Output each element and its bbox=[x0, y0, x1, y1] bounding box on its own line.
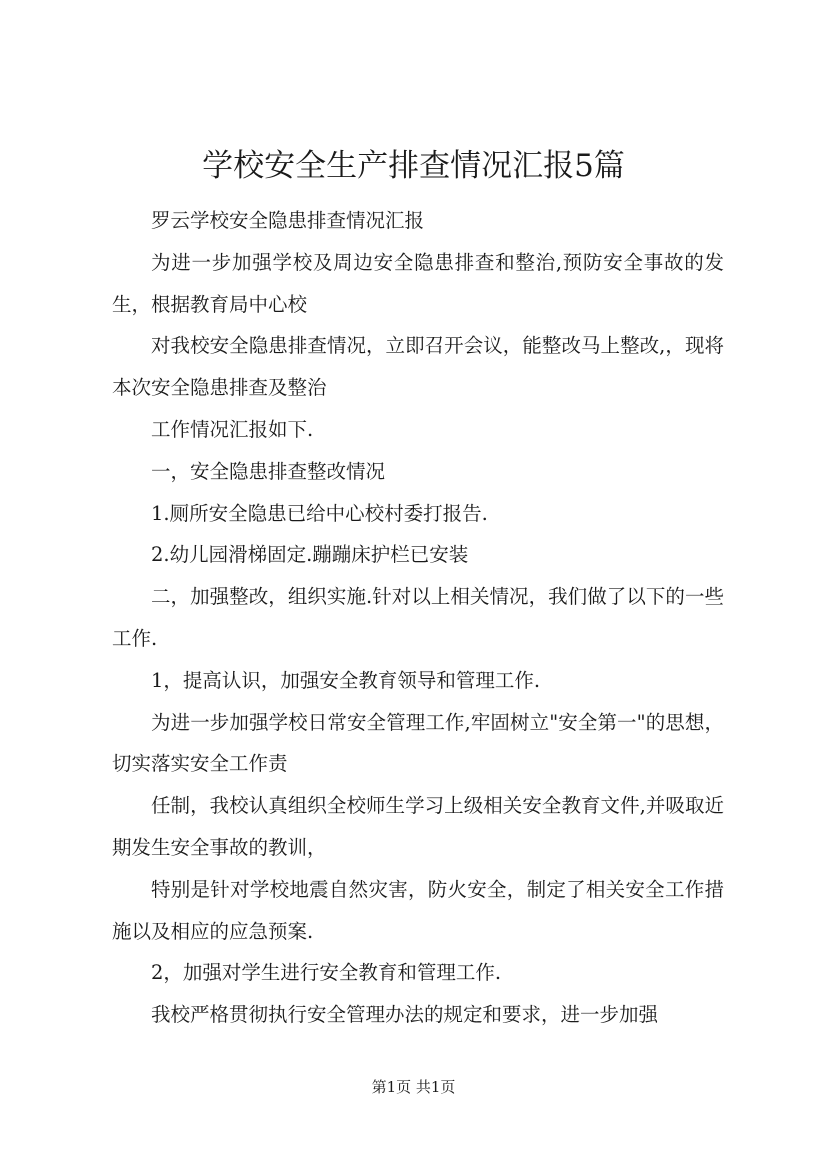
paragraph: 1.厕所安全隐患已给中心校村委打报告. bbox=[151, 501, 488, 525]
paragraph: 特别是针对学校地震自然灾害，防火安全，制定了相关安全工作措施以及相应的应急预案. bbox=[112, 877, 724, 943]
paragraph: 对我校安全隐患排查情况，立即召开会议，能整改马上整改,，现将本次安全隐患排查及整治 bbox=[112, 334, 724, 400]
paragraph: 二，加强整改，组织实施.针对以上相关情况，我们做了以下的一些工作. bbox=[112, 585, 724, 650]
paragraph: 2.幼儿园滑梯固定.蹦蹦床护栏已安装 bbox=[151, 543, 469, 567]
paragraph: 为进一步加强学校日常安全管理工作,牢固树立"安全第一"的思想，切实落实安全工作责 bbox=[112, 710, 724, 776]
paragraph: 为进一步加强学校及周边安全隐患排查和整治,预防安全事故的发生，根据教育局中心校 bbox=[112, 250, 724, 316]
document-body bbox=[112, 200, 724, 1036]
document-title: 学校安全生产排查情况汇报5篇 bbox=[202, 148, 625, 184]
paragraph: 工作情况汇报如下. bbox=[151, 417, 314, 441]
paragraph: 任制，我校认真组织全校师生学习上级相关安全教育文件,并吸取近期发生安全事故的教训， bbox=[112, 794, 724, 859]
paragraph: 罗云学校安全隐患排查情况汇报 bbox=[151, 209, 425, 232]
paragraph: 1，提高认识，加强安全教育领导和管理工作. bbox=[151, 668, 541, 692]
page-footer: 第1页 共1页 bbox=[371, 1078, 456, 1096]
paragraph: 2，加强对学生进行安全教育和管理工作. bbox=[151, 961, 502, 985]
paragraph: 我校严格贯彻执行安全管理办法的规定和要求，进一步加强 bbox=[151, 1003, 659, 1027]
paragraph: 一，安全隐患排查整改情况 bbox=[151, 459, 386, 483]
